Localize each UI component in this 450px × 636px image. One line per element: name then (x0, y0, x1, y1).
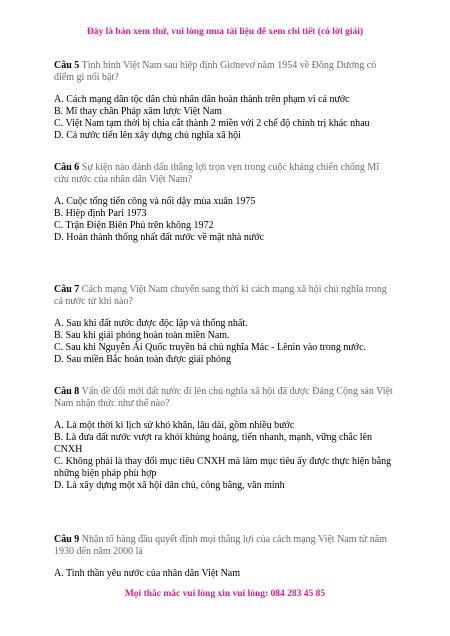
question-8 (54, 386, 394, 492)
option-a: A. Là một thời kì lịch sử khó khăn, lâu dài, gồm nhiều bước (54, 420, 295, 431)
option-a: A. Cách mạng dân tộc dân chủ nhân dân hoàn thành trên phạm vi cả nước (54, 94, 350, 105)
question-6 (54, 162, 394, 244)
option-c: C. Sau khi Nguyễn Ái Quốc truyền bá chủ nghĩa Mác - Lênin vào trong nước. (54, 342, 367, 353)
question-5 (54, 60, 394, 142)
option-d: D. Sau miền Bắc hoàn toàn được giải phóng (54, 354, 232, 365)
option-a: A. Cuộc tổng tiến công và nổi dậy mùa xuân 1975 (54, 196, 256, 207)
option-a: A. Tinh thần yêu nước của nhân dân Việt Nam (54, 568, 241, 579)
option-b: B. Là đưa đất nước vượt ra khỏi khủng hoảng, tiến nhanh, mạnh, vững chắc lên CNXH (54, 432, 373, 455)
question-7 (54, 284, 394, 366)
option-d: D. Hoàn thành thống nhất đất nước về mặt nhà nước (54, 232, 264, 243)
contact-footer: Mọi thắc mắc vui lòng xin vui lòng: 084 283 45 85 (124, 589, 326, 599)
preview-notice-banner: Đây là bản xem thử, vui lòng mua tài liệu để xem chi tiết (có lời giải) (86, 27, 364, 37)
option-b: B. Mĩ thay chân Pháp xâm lược Việt Nam (54, 106, 222, 117)
question-text: Vấn đề đối mới đất nước đi lên chủ nghĩa xã hội đã được Đảng Cộng sản Việt Nam nhận thức như thế nào? (54, 386, 393, 409)
question-number: Câu 7 (54, 284, 80, 295)
question-number: Câu 8 (54, 386, 80, 397)
question-stem (54, 284, 394, 308)
question-9 (54, 534, 394, 580)
option-c: C. Việt Nam tạm thời bị chia cắt thành 2 miền với 2 chế độ chính trị khác nhau (54, 118, 370, 129)
question-text: Tình hình Việt Nam sau hiệp định Giơnevơ năm 1954 về Đông Dương có điểm gì nổi bật? (54, 60, 377, 83)
question-number: Câu 9 (54, 534, 80, 545)
option-d: D. Là xây dựng một xã hội dân chủ, công bằng, văn minh (54, 480, 285, 491)
option-d: D. Cả nước tiến lên xây dựng chủ nghĩa xã hội (54, 130, 241, 141)
option-a: A. Sau khi đất nước được độc lập và thống nhất. (54, 318, 248, 329)
option-c: C. Không phải là thay đổi mục tiêu CNXH mà làm mục tiêu ấy được thực hiện bằng những biện pháp phù hợp (54, 456, 392, 479)
question-text: Sự kiện nào đánh dấu thắng lợi trọn vẹn trong cuộc kháng chiến chống Mĩ cứu nước của nhân dân Việt Nam? (54, 162, 380, 185)
question-text: Nhân tố hàng đầu quyết định mọi thắng lợi của cách mạng Việt Nam từ năm 1930 đến năm 2000 là (54, 534, 387, 557)
question-stem (54, 534, 394, 558)
question-stem (54, 60, 394, 84)
question-stem (54, 162, 394, 186)
option-b: B. Sau khi giải phóng hoàn toàn miền Nam. (54, 330, 230, 341)
question-text: Cách mạng Việt Nam chuyển sang thời kì cách mạng xã hội chủ nghĩa trong cả nước từ khi nào? (54, 284, 387, 307)
option-c: C. Trận Điện Biên Phủ trên không 1972 (54, 220, 214, 231)
question-number: Câu 5 (54, 60, 80, 71)
question-stem (54, 386, 394, 410)
question-number: Câu 6 (54, 162, 80, 173)
option-b: B. Hiệp định Pari 1973 (54, 208, 147, 219)
